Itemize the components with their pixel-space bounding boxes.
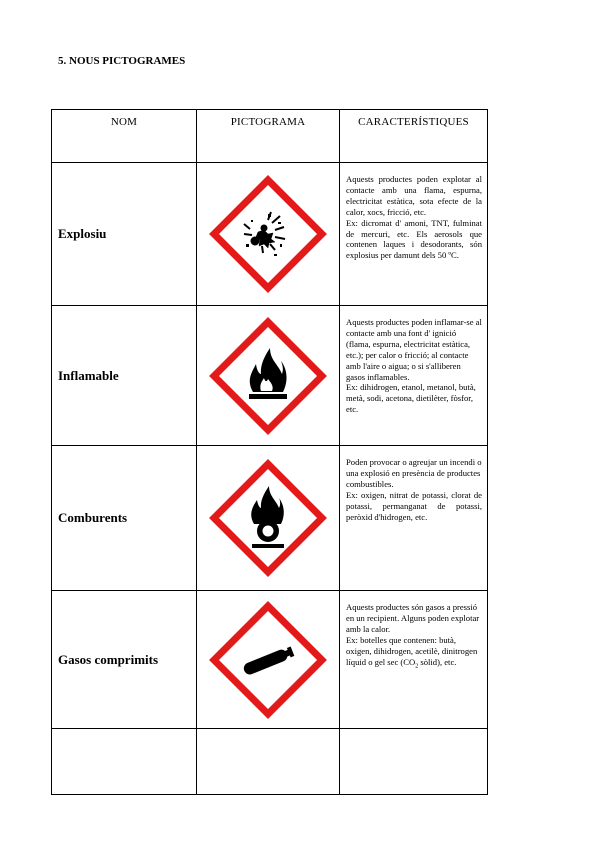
row-description: Aquests productes poden explotar al contacte amb una flama, espurna, electricitat estàtica, sota efecte de la calor, xocs, fricció, etc. <box>346 174 482 217</box>
row-description: Aquests productes poden inflamar-se al contacte amb una font d' ignició (flama, espurna, electricitat estàtica, etc.); per calor o fricció; al contacte amb l'aire o aigua; o si s'alliberen gasos inflamables. <box>346 317 482 382</box>
header-nom: NOM <box>52 110 197 163</box>
table-row <box>52 591 488 729</box>
flame-over-circle-icon <box>208 458 328 578</box>
row-name: Explosiu <box>52 163 197 306</box>
gas-cylinder-icon <box>208 600 328 720</box>
header-caracteristiques: CARACTERÍSTIQUES <box>340 110 488 163</box>
table-header-row <box>52 110 488 163</box>
row-description: Aquests productes són gasos a pressió en un recipient. Alguns poden explotar amb la calor. <box>346 602 480 634</box>
flame-icon <box>208 316 328 436</box>
row-examples: Ex: dicromat d' amoni, TNT, fulminat de mercuri, etc. Els aerosols que contenen laques i desodorants, són explosius per damunt dels 50 ºC. <box>346 217 482 261</box>
section-title: 5. NOUS PICTOGRAMES <box>58 55 186 67</box>
explosive-icon <box>208 174 328 294</box>
table-row <box>52 306 488 446</box>
row-description: Poden provocar o agreujar un incendi o una explosió en presència de productes combustibles. <box>346 457 482 489</box>
row-examples: Ex: botelles que contenen: butà, oxigen, dihidrogen, acetilè, dinitrogen líquid o gel $\sec (CO_2$ sòlid), etc. <box>346 634 478 670</box>
table-row <box>52 163 488 306</box>
table-row-empty <box>52 729 488 795</box>
row-name: Gasos comprimits <box>52 591 197 729</box>
row-name: Comburents <box>52 446 197 591</box>
row-examples: Ex: oxigen, nitrat de potassi, clorat de potassi, permanganat de potassi, peròxid d'hidrogen, etc. <box>346 489 482 522</box>
table-row <box>52 446 488 591</box>
pictogram-table <box>51 109 488 795</box>
row-name: Inflamable <box>52 306 197 446</box>
row-examples: Ex: dihidrogen, etanol, metanol, butà, metà, sodi, acetona, dietilèter, fòsfor, etc. <box>346 382 476 415</box>
header-pictograma: PICTOGRAMA <box>197 110 340 163</box>
